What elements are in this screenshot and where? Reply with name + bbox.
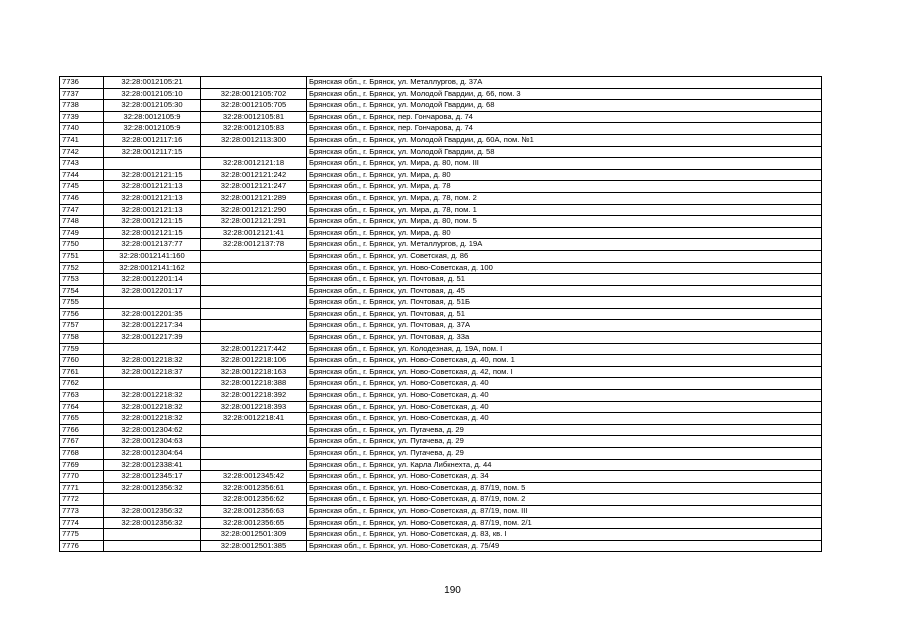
address-cell: Брянская обл., г. Брянск, ул. Ново-Советская, д. 40 (307, 390, 822, 402)
table-row (60, 448, 822, 460)
row-number-cell: 7741 (60, 134, 104, 146)
row-number-cell: 7738 (60, 100, 104, 112)
object-number-cell: 32:28:0012218:106 (201, 355, 307, 367)
object-number-cell: 32:28:0012121:289 (201, 192, 307, 204)
address-cell: Брянская обл., г. Брянск, ул. Молодой Гвардии, д. 60А, пом. №1 (307, 134, 822, 146)
table-row (60, 158, 822, 170)
table-row (60, 192, 822, 204)
address-cell: Брянская обл., г. Брянск, ул. Карла Либкнехта, д. 44 (307, 459, 822, 471)
row-number-cell: 7769 (60, 459, 104, 471)
row-number-cell: 7739 (60, 111, 104, 123)
table-row (60, 146, 822, 158)
table-row (60, 390, 822, 402)
address-cell: Брянская обл., г. Брянск, ул. Ново-Советская, д. 42, пом. I (307, 366, 822, 378)
table-row (60, 517, 822, 529)
cadastral-number-cell: 32:28:0012105:9 (104, 123, 201, 135)
row-number-cell: 7766 (60, 424, 104, 436)
row-number-cell: 7749 (60, 227, 104, 239)
cadastral-number-cell (104, 343, 201, 355)
row-number-cell: 7737 (60, 88, 104, 100)
cadastral-number-cell (104, 378, 201, 390)
row-number-cell: 7751 (60, 250, 104, 262)
row-number-cell: 7758 (60, 332, 104, 344)
table-row (60, 471, 822, 483)
cadastral-number-cell: 32:28:0012105:21 (104, 77, 201, 89)
table-row (60, 216, 822, 228)
address-cell: Брянская обл., г. Брянск, ул. Почтовая, д. 51 (307, 308, 822, 320)
table-body (60, 77, 822, 552)
table-row (60, 401, 822, 413)
row-number-cell: 7748 (60, 216, 104, 228)
object-number-cell: 32:28:0012356:61 (201, 482, 307, 494)
address-cell: Брянская обл., г. Брянск, ул. Молодой Гвардии, д. 66, пом. 3 (307, 88, 822, 100)
object-number-cell (201, 332, 307, 344)
row-number-cell: 7746 (60, 192, 104, 204)
cadastral-number-cell: 32:28:0012105:30 (104, 100, 201, 112)
table-row (60, 250, 822, 262)
page-number: 190 (444, 585, 461, 596)
object-number-cell (201, 262, 307, 274)
address-cell: Брянская обл., г. Брянск, ул. Ново-Советская, д. 87/19, пом. 2/1 (307, 517, 822, 529)
address-cell: Брянская обл., г. Брянск, пер. Гончарова, д. 74 (307, 123, 822, 135)
cadastral-number-cell: 32:28:0012141:162 (104, 262, 201, 274)
row-number-cell: 7740 (60, 123, 104, 135)
row-number-cell: 7763 (60, 390, 104, 402)
row-number-cell: 7750 (60, 239, 104, 251)
table-row (60, 424, 822, 436)
row-number-cell: 7743 (60, 158, 104, 170)
row-number-cell: 7765 (60, 413, 104, 425)
row-number-cell: 7736 (60, 77, 104, 89)
row-number-cell: 7755 (60, 297, 104, 309)
cadastral-number-cell: 32:28:0012121:13 (104, 181, 201, 193)
address-cell: Брянская обл., г. Брянск, ул. Металлургов, д. 37А (307, 77, 822, 89)
address-cell: Брянская обл., г. Брянск, ул. Ново-Советская, д. 75/49 (307, 540, 822, 552)
cadastral-number-cell: 32:28:0012121:13 (104, 204, 201, 216)
cadastral-number-cell: 32:28:0012218:32 (104, 413, 201, 425)
address-cell: Брянская обл., г. Брянск, ул. Ново-Советская, д. 100 (307, 262, 822, 274)
address-cell: Брянская обл., г. Брянск, ул. Почтовая, д. 37А (307, 320, 822, 332)
table-row (60, 366, 822, 378)
cadastral-number-cell: 32:28:0012218:37 (104, 366, 201, 378)
row-number-cell: 7744 (60, 169, 104, 181)
object-number-cell (201, 459, 307, 471)
cadastral-number-cell: 32:28:0012105:10 (104, 88, 201, 100)
table-row (60, 204, 822, 216)
object-number-cell (201, 146, 307, 158)
table-row (60, 320, 822, 332)
object-number-cell: 32:28:0012137:78 (201, 239, 307, 251)
address-cell: Брянская обл., г. Брянск, пер. Гончарова, д. 74 (307, 111, 822, 123)
row-number-cell: 7770 (60, 471, 104, 483)
object-number-cell (201, 436, 307, 448)
row-number-cell: 7771 (60, 482, 104, 494)
table-row (60, 459, 822, 471)
cadastral-number-cell: 32:28:0012121:13 (104, 192, 201, 204)
row-number-cell: 7774 (60, 517, 104, 529)
address-cell: Брянская обл., г. Брянск, ул. Молодой Гвардии, д. 68 (307, 100, 822, 112)
row-number-cell: 7745 (60, 181, 104, 193)
table-row (60, 77, 822, 89)
cadastral-number-cell (104, 158, 201, 170)
cadastral-number-cell: 32:28:0012141:160 (104, 250, 201, 262)
cadastral-number-cell: 32:28:0012218:32 (104, 401, 201, 413)
table-row (60, 111, 822, 123)
table-row (60, 123, 822, 135)
table-row (60, 262, 822, 274)
row-number-cell: 7742 (60, 146, 104, 158)
object-number-cell (201, 297, 307, 309)
address-cell: Брянская обл., г. Брянск, ул. Ново-Советская, д. 40, пом. 1 (307, 355, 822, 367)
cadastral-number-cell: 32:28:0012304:64 (104, 448, 201, 460)
address-cell: Брянская обл., г. Брянск, ул. Пугачева, д. 29 (307, 424, 822, 436)
object-number-cell: 32:28:0012345:42 (201, 471, 307, 483)
row-number-cell: 7759 (60, 343, 104, 355)
object-number-cell: 32:28:0012218:393 (201, 401, 307, 413)
object-number-cell: 32:28:0012218:41 (201, 413, 307, 425)
cadastral-number-cell: 32:28:0012345:17 (104, 471, 201, 483)
table-row (60, 308, 822, 320)
address-cell: Брянская обл., г. Брянск, ул. Мира, д. 80, пом. 5 (307, 216, 822, 228)
row-number-cell: 7762 (60, 378, 104, 390)
table-row (60, 239, 822, 251)
cadastral-number-cell: 32:28:0012218:32 (104, 390, 201, 402)
address-cell: Брянская обл., г. Брянск, ул. Мира, д. 80, пом. III (307, 158, 822, 170)
cadastral-number-cell: 32:28:0012304:63 (104, 436, 201, 448)
object-number-cell (201, 424, 307, 436)
table-row (60, 134, 822, 146)
table-row (60, 297, 822, 309)
row-number-cell: 7772 (60, 494, 104, 506)
address-cell: Брянская обл., г. Брянск, ул. Ново-Советская, д. 34 (307, 471, 822, 483)
address-cell: Брянская обл., г. Брянск, ул. Почтовая, д. 33а (307, 332, 822, 344)
property-registry-table (59, 76, 822, 552)
row-number-cell: 7760 (60, 355, 104, 367)
row-number-cell: 7764 (60, 401, 104, 413)
row-number-cell: 7776 (60, 540, 104, 552)
cadastral-number-cell: 32:28:0012356:32 (104, 482, 201, 494)
object-number-cell (201, 77, 307, 89)
row-number-cell: 7767 (60, 436, 104, 448)
address-cell: Брянская обл., г. Брянск, ул. Ново-Советская, д. 87/19, пом. 2 (307, 494, 822, 506)
cadastral-number-cell: 32:28:0012105:9 (104, 111, 201, 123)
table-row (60, 343, 822, 355)
row-number-cell: 7775 (60, 529, 104, 541)
table-row (60, 169, 822, 181)
cadastral-number-cell: 32:28:0012117:15 (104, 146, 201, 158)
address-cell: Брянская обл., г. Брянск, ул. Ново-Советская, д. 87/19, пом. III (307, 505, 822, 517)
row-number-cell: 7754 (60, 285, 104, 297)
object-number-cell (201, 285, 307, 297)
cadastral-number-cell: 32:28:0012304:62 (104, 424, 201, 436)
object-number-cell: 32:28:0012113:300 (201, 134, 307, 146)
cadastral-number-cell: 32:28:0012356:32 (104, 517, 201, 529)
address-cell: Брянская обл., г. Брянск, ул. Мира, д. 78, пом. 1 (307, 204, 822, 216)
cadastral-number-cell (104, 297, 201, 309)
cadastral-number-cell: 32:28:0012356:32 (104, 505, 201, 517)
cadastral-number-cell: 32:28:0012121:15 (104, 227, 201, 239)
table-row (60, 274, 822, 286)
address-cell: Брянская обл., г. Брянск, ул. Почтовая, д. 45 (307, 285, 822, 297)
cadastral-number-cell (104, 540, 201, 552)
object-number-cell: 32:28:0012356:63 (201, 505, 307, 517)
object-number-cell: 32:28:0012501:309 (201, 529, 307, 541)
row-number-cell: 7773 (60, 505, 104, 517)
object-number-cell: 32:28:0012356:62 (201, 494, 307, 506)
row-number-cell: 7768 (60, 448, 104, 460)
address-cell: Брянская обл., г. Брянск, ул. Мира, д. 78 (307, 181, 822, 193)
row-number-cell: 7753 (60, 274, 104, 286)
object-number-cell: 32:28:0012121:290 (201, 204, 307, 216)
object-number-cell: 32:28:0012218:163 (201, 366, 307, 378)
cadastral-number-cell: 32:28:0012201:17 (104, 285, 201, 297)
object-number-cell (201, 448, 307, 460)
table-row (60, 332, 822, 344)
object-number-cell (201, 308, 307, 320)
object-number-cell (201, 274, 307, 286)
address-cell: Брянская обл., г. Брянск, ул. Мира, д. 80 (307, 227, 822, 239)
cadastral-number-cell (104, 529, 201, 541)
table-row (60, 378, 822, 390)
object-number-cell: 32:28:0012105:702 (201, 88, 307, 100)
address-cell: Брянская обл., г. Брянск, ул. Ново-Советская, д. 40 (307, 378, 822, 390)
object-number-cell: 32:28:0012105:83 (201, 123, 307, 135)
object-number-cell (201, 250, 307, 262)
cadastral-number-cell: 32:28:0012338:41 (104, 459, 201, 471)
object-number-cell (201, 320, 307, 332)
object-number-cell: 32:28:0012217:442 (201, 343, 307, 355)
address-cell: Брянская обл., г. Брянск, ул. Мира, д. 80 (307, 169, 822, 181)
address-cell: Брянская обл., г. Брянск, ул. Почтовая, д. 51Б (307, 297, 822, 309)
address-cell: Брянская обл., г. Брянск, ул. Пугачева, д. 29 (307, 436, 822, 448)
address-cell: Брянская обл., г. Брянск, ул. Ново-Советская, д. 83, кв. I (307, 529, 822, 541)
table-row (60, 436, 822, 448)
row-number-cell: 7761 (60, 366, 104, 378)
row-number-cell: 7752 (60, 262, 104, 274)
object-number-cell: 32:28:0012121:291 (201, 216, 307, 228)
object-number-cell: 32:28:0012218:388 (201, 378, 307, 390)
cadastral-number-cell: 32:28:0012201:35 (104, 308, 201, 320)
cadastral-number-cell: 32:28:0012217:39 (104, 332, 201, 344)
table-row (60, 529, 822, 541)
object-number-cell: 32:28:0012121:18 (201, 158, 307, 170)
address-cell: Брянская обл., г. Брянск, ул. Металлургов, д. 19А (307, 239, 822, 251)
table-row (60, 494, 822, 506)
address-cell: Брянская обл., г. Брянск, ул. Пугачева, д. 29 (307, 448, 822, 460)
address-cell: Брянская обл., г. Брянск, ул. Мира, д. 78, пом. 2 (307, 192, 822, 204)
row-number-cell: 7756 (60, 308, 104, 320)
cadastral-number-cell: 32:28:0012201:14 (104, 274, 201, 286)
object-number-cell: 32:28:0012105:705 (201, 100, 307, 112)
address-cell: Брянская обл., г. Брянск, ул. Советская, д. 86 (307, 250, 822, 262)
table-row (60, 285, 822, 297)
table-row (60, 540, 822, 552)
object-number-cell: 32:28:0012501:385 (201, 540, 307, 552)
object-number-cell: 32:28:0012121:247 (201, 181, 307, 193)
table-row (60, 100, 822, 112)
table-row (60, 505, 822, 517)
object-number-cell: 32:28:0012218:392 (201, 390, 307, 402)
object-number-cell: 32:28:0012121:41 (201, 227, 307, 239)
table-row (60, 227, 822, 239)
cadastral-number-cell: 32:28:0012217:34 (104, 320, 201, 332)
table-row (60, 88, 822, 100)
cadastral-number-cell: 32:28:0012117:16 (104, 134, 201, 146)
address-cell: Брянская обл., г. Брянск, ул. Ново-Советская, д. 40 (307, 401, 822, 413)
cadastral-number-cell: 32:28:0012137:77 (104, 239, 201, 251)
table-row (60, 413, 822, 425)
address-cell: Брянская обл., г. Брянск, ул. Ново-Советская, д. 87/19, пом. 5 (307, 482, 822, 494)
object-number-cell: 32:28:0012105:81 (201, 111, 307, 123)
address-cell: Брянская обл., г. Брянск, ул. Ново-Советская, д. 40 (307, 413, 822, 425)
table-row (60, 355, 822, 367)
cadastral-number-cell: 32:28:0012218:32 (104, 355, 201, 367)
cadastral-number-cell: 32:28:0012121:15 (104, 216, 201, 228)
cadastral-number-cell: 32:28:0012121:15 (104, 169, 201, 181)
row-number-cell: 7757 (60, 320, 104, 332)
table-row (60, 181, 822, 193)
object-number-cell: 32:28:0012121:242 (201, 169, 307, 181)
address-cell: Брянская обл., г. Брянск, ул. Колодезная, д. 19А, пом. I (307, 343, 822, 355)
cadastral-number-cell (104, 494, 201, 506)
object-number-cell: 32:28:0012356:65 (201, 517, 307, 529)
address-cell: Брянская обл., г. Брянск, ул. Молодой Гвардии, д. 58 (307, 146, 822, 158)
row-number-cell: 7747 (60, 204, 104, 216)
table-row (60, 482, 822, 494)
address-cell: Брянская обл., г. Брянск, ул. Почтовая, д. 51 (307, 274, 822, 286)
